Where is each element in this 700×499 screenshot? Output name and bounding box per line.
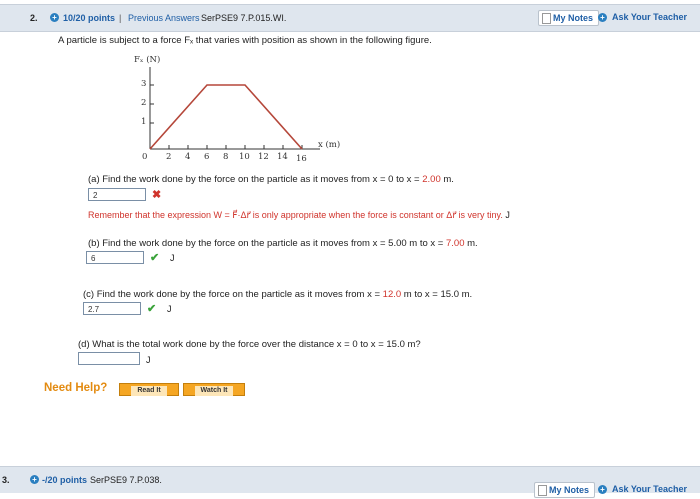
part-b-text-end: m. — [464, 238, 478, 249]
y-tick-label: 1 — [141, 117, 147, 127]
part-d-unit: J — [146, 355, 151, 365]
x-tick-label: 10 — [239, 152, 250, 162]
points-label: -/20 points — [42, 475, 88, 485]
part-a-red-value: 2.00 — [422, 174, 441, 185]
part-c-text-end: m to x = 15.0 m. — [401, 289, 473, 300]
incorrect-icon: ✖ — [152, 189, 162, 201]
force-curve — [150, 85, 302, 149]
part-a-unit: J — [505, 210, 510, 220]
x-tick-label: 12 — [258, 152, 269, 162]
watch-it-label: Watch It — [195, 386, 234, 396]
watch-it-button[interactable] — [183, 383, 245, 396]
x-tick-label: 0 — [142, 152, 148, 162]
part-a-hint-text: Remember that the expression W = F⃗·Δr⃗ is only appropriate when the force is constant or Δr⃗ is very tiny. — [88, 210, 503, 220]
part-c-answer-input[interactable]: 2.7 — [83, 302, 141, 315]
expand-icon[interactable]: + — [30, 475, 39, 484]
question-number: 2. — [30, 13, 38, 23]
question-number: 3. — [2, 475, 10, 485]
question-header — [0, 466, 700, 493]
ask-teacher-icon: + — [598, 485, 607, 494]
part-c-question — [83, 289, 472, 300]
my-notes-button[interactable] — [538, 10, 599, 26]
x-tick-label: 4 — [185, 152, 191, 162]
notes-icon — [542, 13, 551, 24]
x-tick-label: 8 — [223, 152, 229, 162]
y-tick-label: 2 — [141, 98, 147, 108]
expand-icon[interactable]: + — [50, 13, 59, 22]
x-axis-label: x (m) — [318, 140, 341, 150]
correct-icon: ✔ — [150, 252, 160, 264]
separator: | — [119, 13, 122, 23]
notes-icon — [538, 485, 547, 496]
read-it-button[interactable] — [119, 383, 179, 396]
points-label: 10/20 points — [63, 13, 116, 23]
my-notes-button[interactable] — [534, 482, 595, 498]
ask-teacher-button[interactable]: Ask Your Teacher — [612, 12, 688, 22]
read-it-label: Read It — [131, 386, 166, 396]
y-axis-label: Fₓ (N) — [134, 55, 161, 65]
question-header — [0, 4, 700, 32]
part-b-text: (b) Find the work done by the force on the particle as it moves from x = 5.00 m to x = — [88, 238, 446, 249]
need-help-label: Need Help? — [44, 382, 108, 394]
my-notes-label: My Notes — [553, 13, 594, 23]
x-tick-label: 2 — [166, 152, 172, 162]
my-notes-label: My Notes — [549, 485, 590, 495]
part-b-unit: J — [170, 253, 175, 263]
part-b-red-value: 7.00 — [446, 238, 465, 249]
ask-teacher-button[interactable]: Ask Your Teacher — [612, 484, 688, 494]
question-prompt: A particle is subject to a force Fₓ that varies with position as shown in the following figure. — [58, 35, 432, 46]
part-c-unit: J — [167, 304, 172, 314]
force-position-graph — [120, 55, 360, 170]
question-source: SerPSE9 7.P.015.WI. — [201, 13, 287, 23]
part-a-answer-input[interactable]: 2 — [88, 188, 146, 201]
ask-teacher-icon: + — [598, 13, 607, 22]
part-a-question — [88, 174, 454, 185]
part-d-answer-input[interactable] — [78, 352, 140, 365]
part-b-question — [88, 238, 478, 249]
part-a-text-end: m. — [440, 174, 454, 185]
y-tick-label: 3 — [141, 79, 147, 89]
correct-icon: ✔ — [147, 303, 157, 315]
x-tick-label: 6 — [204, 152, 210, 162]
question-source: SerPSE9 7.P.038. — [90, 475, 162, 485]
x-tick-label: 16 — [296, 154, 307, 164]
part-a-text: (a) Find the work done by the force on the particle as it moves from x = 0 to x = — [88, 174, 423, 185]
previous-answers-link[interactable]: Previous Answers — [128, 13, 200, 23]
part-c-text: (c) Find the work done by the force on the particle as it moves from x = — [83, 289, 383, 300]
part-b-answer-input[interactable]: 6 — [86, 251, 144, 264]
x-tick-label: 14 — [277, 152, 288, 162]
part-d-question: (d) What is the total work done by the force over the distance x = 0 to x = 15.0 m? — [78, 339, 421, 350]
part-a-hint — [88, 210, 510, 221]
part-c-red-value: 12.0 — [382, 289, 402, 300]
